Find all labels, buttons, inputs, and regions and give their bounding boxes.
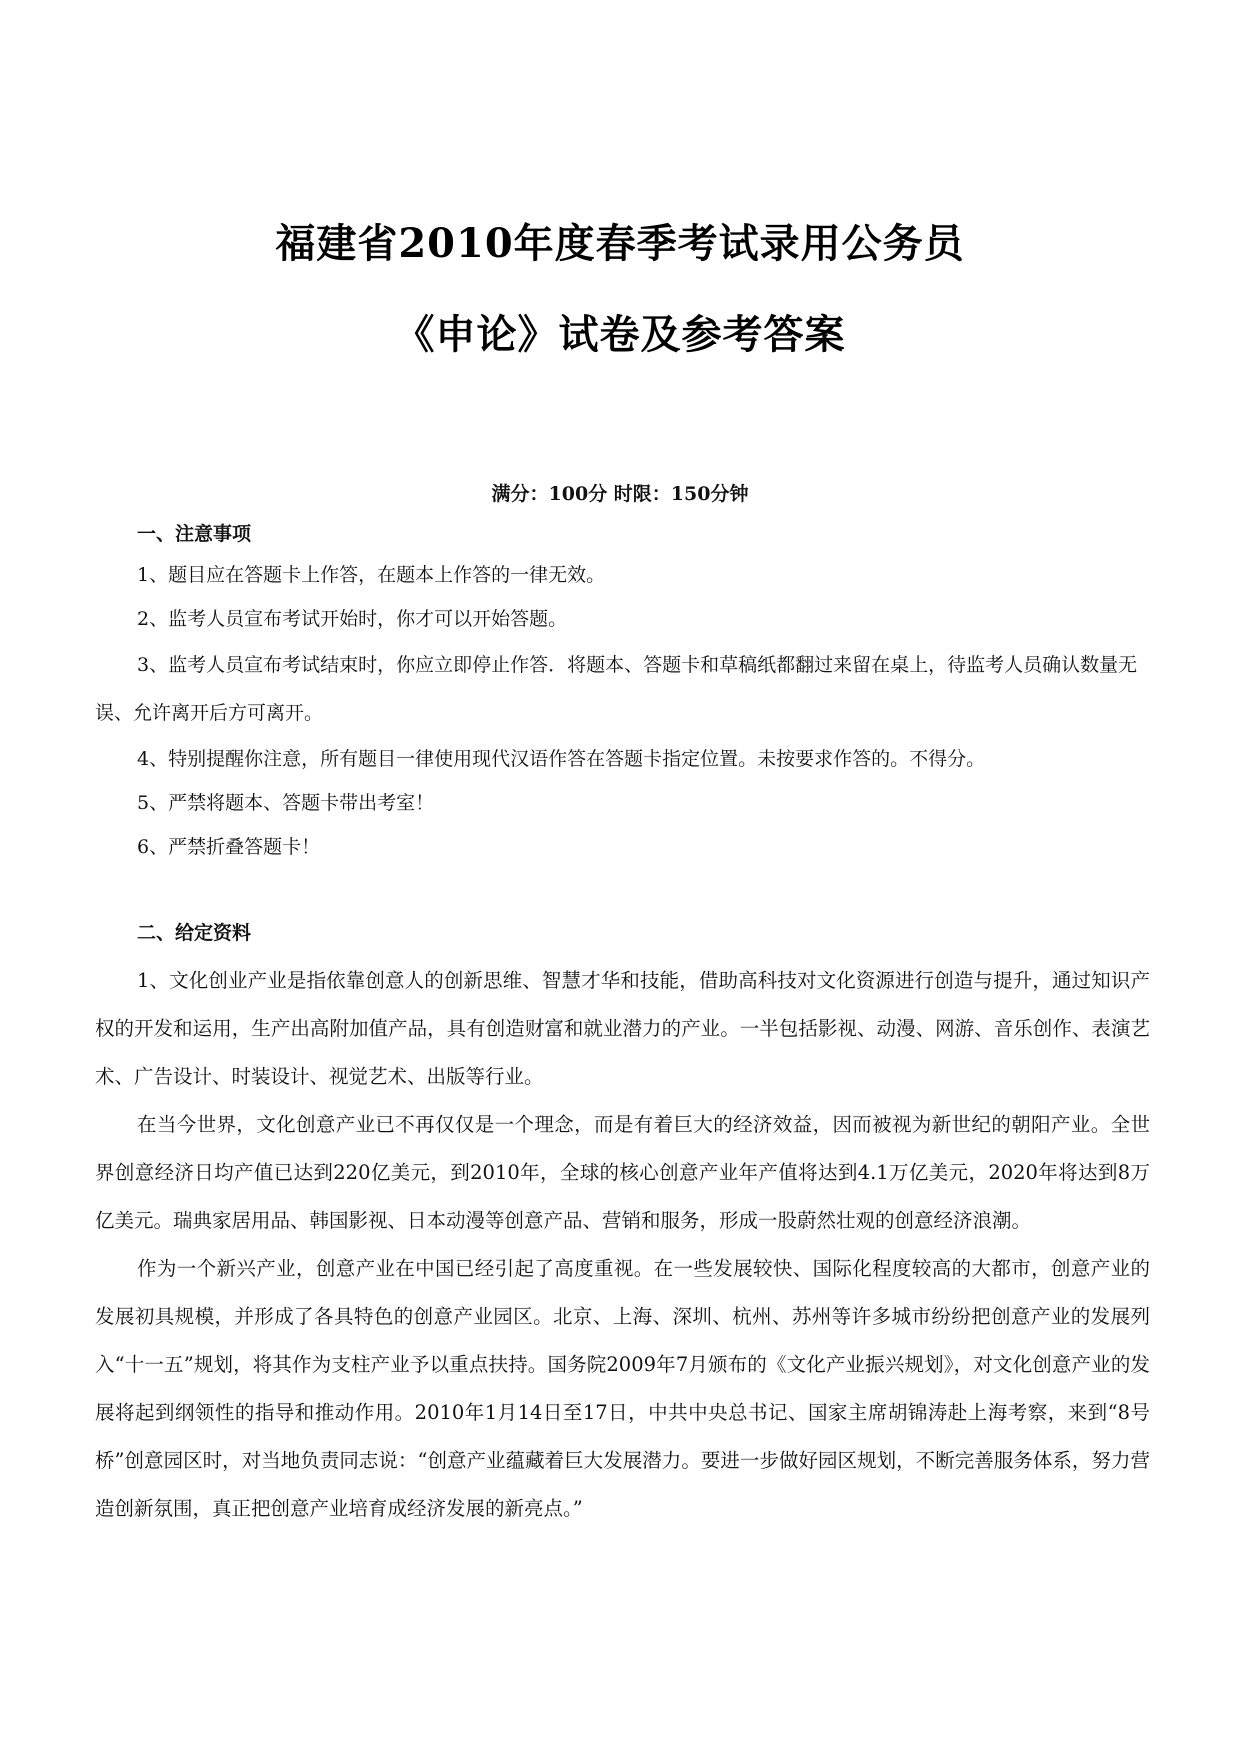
notice-item: 1、题目应在答题卡上作答，在题本上作答的一律无效。: [137, 564, 606, 586]
document-title-line2: 《申论》试卷及参考答案: [394, 311, 846, 358]
section-heading-notice: 一、注意事项: [137, 523, 252, 545]
notice-item: 3、监考人员宣布考试结束时，你应立即停止作答．将题本、答题卡和草稿纸都翻过来留在桌上，待监考人员确认数量无误、允许离开后方可离开。: [95, 654, 1138, 724]
materials-body: [95, 957, 1150, 1533]
notice-item: 6、严禁折叠答题卡！: [137, 836, 321, 858]
material-paragraph: 在当今世界，文化创意产业已不再仅仅是一个理念，而是有着巨大的经济效益，因而被视为新世纪的朝阳产业。全世界创意经济日均产值已达到220亿美元，到2010年，全球的核心创意产业年产值将达到4.1万亿美元，2020年将达到8万亿美元。瑞典家居用品、韩国影视、日本动漫等创意产品、营销和服务，形成一股蔚然壮观的创意经济浪潮。: [95, 1113, 1150, 1232]
notice-list: [95, 553, 1150, 869]
notice-item: 5、严禁将题本、答题卡带出考室！: [137, 792, 435, 814]
document-title-line1: 福建省2010年度春季考试录用公务员: [275, 220, 965, 267]
material-paragraph: 1、文化创业产业是指依靠创意人的创新思维、智慧才华和技能，借助高科技对文化资源进行创造与提升，通过知识产权的开发和运用，生产出高附加值产品，具有创造财富和就业潜力的产业。一半包括影视、动漫、网游、音乐创作、表演艺术、广告设计、时装设计、视觉艺术、出版等行业。: [95, 969, 1150, 1088]
notice-item: 2、监考人员宣布考试开始时，你才可以开始答题。: [137, 608, 568, 630]
score-time-line: 满分：100分 时限：150分钟: [491, 483, 749, 505]
material-paragraph: 作为一个新兴产业，创意产业在中国已经引起了高度重视。在一些发展较快、国际化程度较高的大都市，创意产业的发展初具规模，并形成了各具特色的创意产业园区。北京、上海、深圳、杭州、苏州等许多城市纷纷把创意产业的发展列入“十一五”规划，将其作为支柱产业予以重点扶持。国务院2009年7月颁布的《文化产业振兴规划》，对文化创意产业的发展将起到纲领性的指导和推动作用。2010年1月14日至17日，中共中央总书记、国家主席胡锦涛赴上海考察，来到“8号桥”创意园区时，对当地负责同志说：“创意产业蕴藏着巨大发展潜力。要进一步做好园区规划，不断完善服务体系，努力营造创新氛围，真正把创意产业培育成经济发展的新亮点。”: [95, 1257, 1150, 1520]
section-heading-materials: 二、给定资料: [137, 922, 252, 944]
notice-item: 4、特别提醒你注意，所有题目一律使用现代汉语作答在答题卡指定位置。未按要求作答的。不得分。: [137, 748, 986, 770]
